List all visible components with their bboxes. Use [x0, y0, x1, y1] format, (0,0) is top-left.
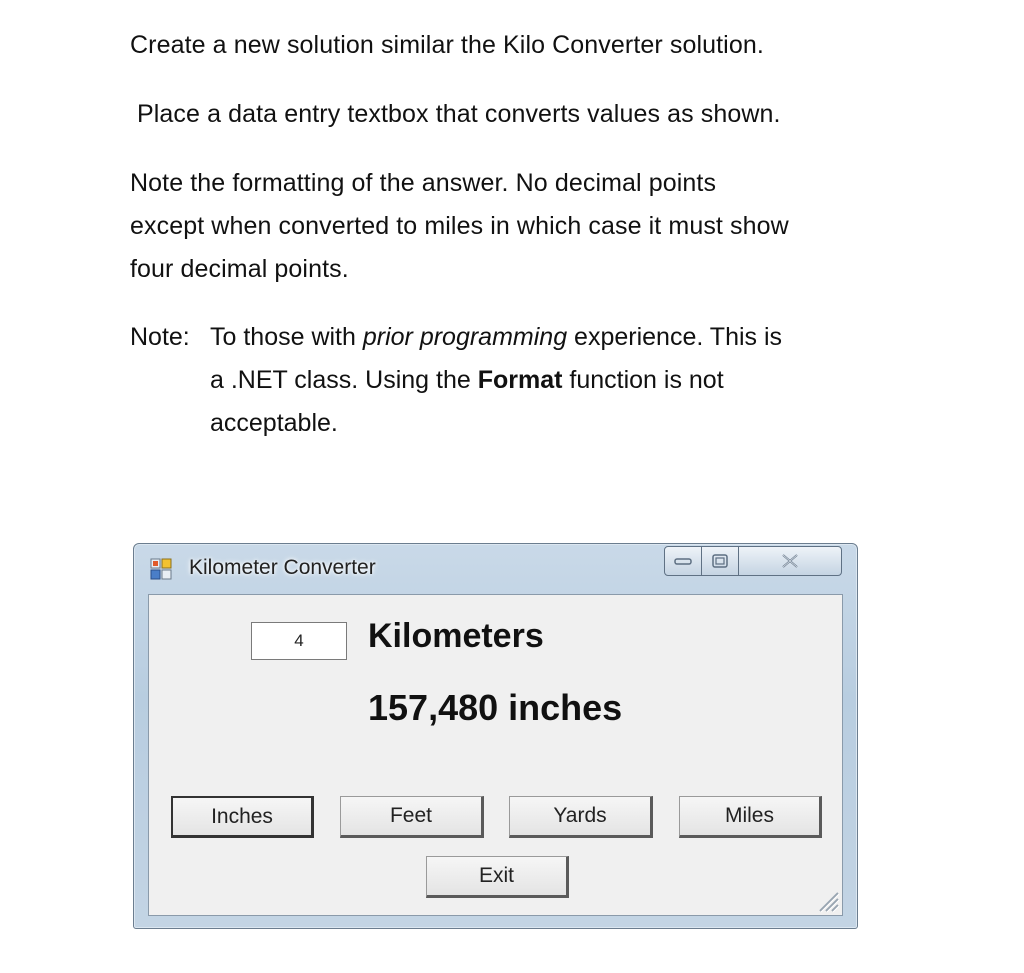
note-line-3: acceptable.: [210, 409, 338, 437]
note-text: a .NET class. Using the: [210, 366, 478, 394]
paragraph-formatting-line-2: except when converted to miles in which case it must show: [130, 212, 789, 240]
result-label: 157,480 inches: [368, 687, 623, 728]
resize-grip-icon[interactable]: [814, 887, 840, 913]
client-area: [148, 594, 843, 916]
miles-button[interactable]: Miles: [679, 796, 822, 838]
inches-button[interactable]: Inches: [171, 796, 314, 838]
close-button[interactable]: [738, 546, 842, 576]
note-body: [210, 316, 910, 445]
minimize-icon: [674, 556, 692, 566]
note-text: experience. This is: [567, 323, 783, 351]
kilometer-converter-window: [133, 543, 858, 929]
note-line-2: [210, 359, 910, 402]
paragraph-intro: Create a new solution similar the Kilo Converter solution.: [130, 31, 764, 59]
note-text: function is not: [562, 366, 724, 394]
kilometers-label: Kilometers: [368, 617, 544, 655]
maximize-icon: [711, 553, 729, 569]
kilometers-input[interactable]: 4: [251, 622, 347, 660]
note-label: Note:: [130, 323, 190, 351]
application-icon: [150, 558, 172, 580]
minimize-button[interactable]: [664, 546, 702, 576]
paragraph-instructions: Place a data entry textbox that converts values as shown.: [137, 100, 781, 128]
note-emphasis: prior programming: [362, 323, 568, 351]
window-title: Kilometer Converter: [189, 556, 376, 579]
maximize-button[interactable]: [701, 546, 739, 576]
title-bar[interactable]: [134, 544, 857, 592]
note-bold: Format: [477, 366, 563, 394]
yards-button[interactable]: Yards: [509, 796, 653, 838]
note-line-1: [210, 316, 910, 359]
note-text: To those with: [210, 323, 363, 351]
paragraph-formatting-line-1: Note the formatting of the answer. No decimal points: [130, 169, 717, 197]
close-icon: [780, 553, 800, 569]
exit-button[interactable]: Exit: [426, 856, 569, 898]
paragraph-formatting-line-3: four decimal points.: [130, 255, 349, 283]
feet-button[interactable]: Feet: [340, 796, 484, 838]
